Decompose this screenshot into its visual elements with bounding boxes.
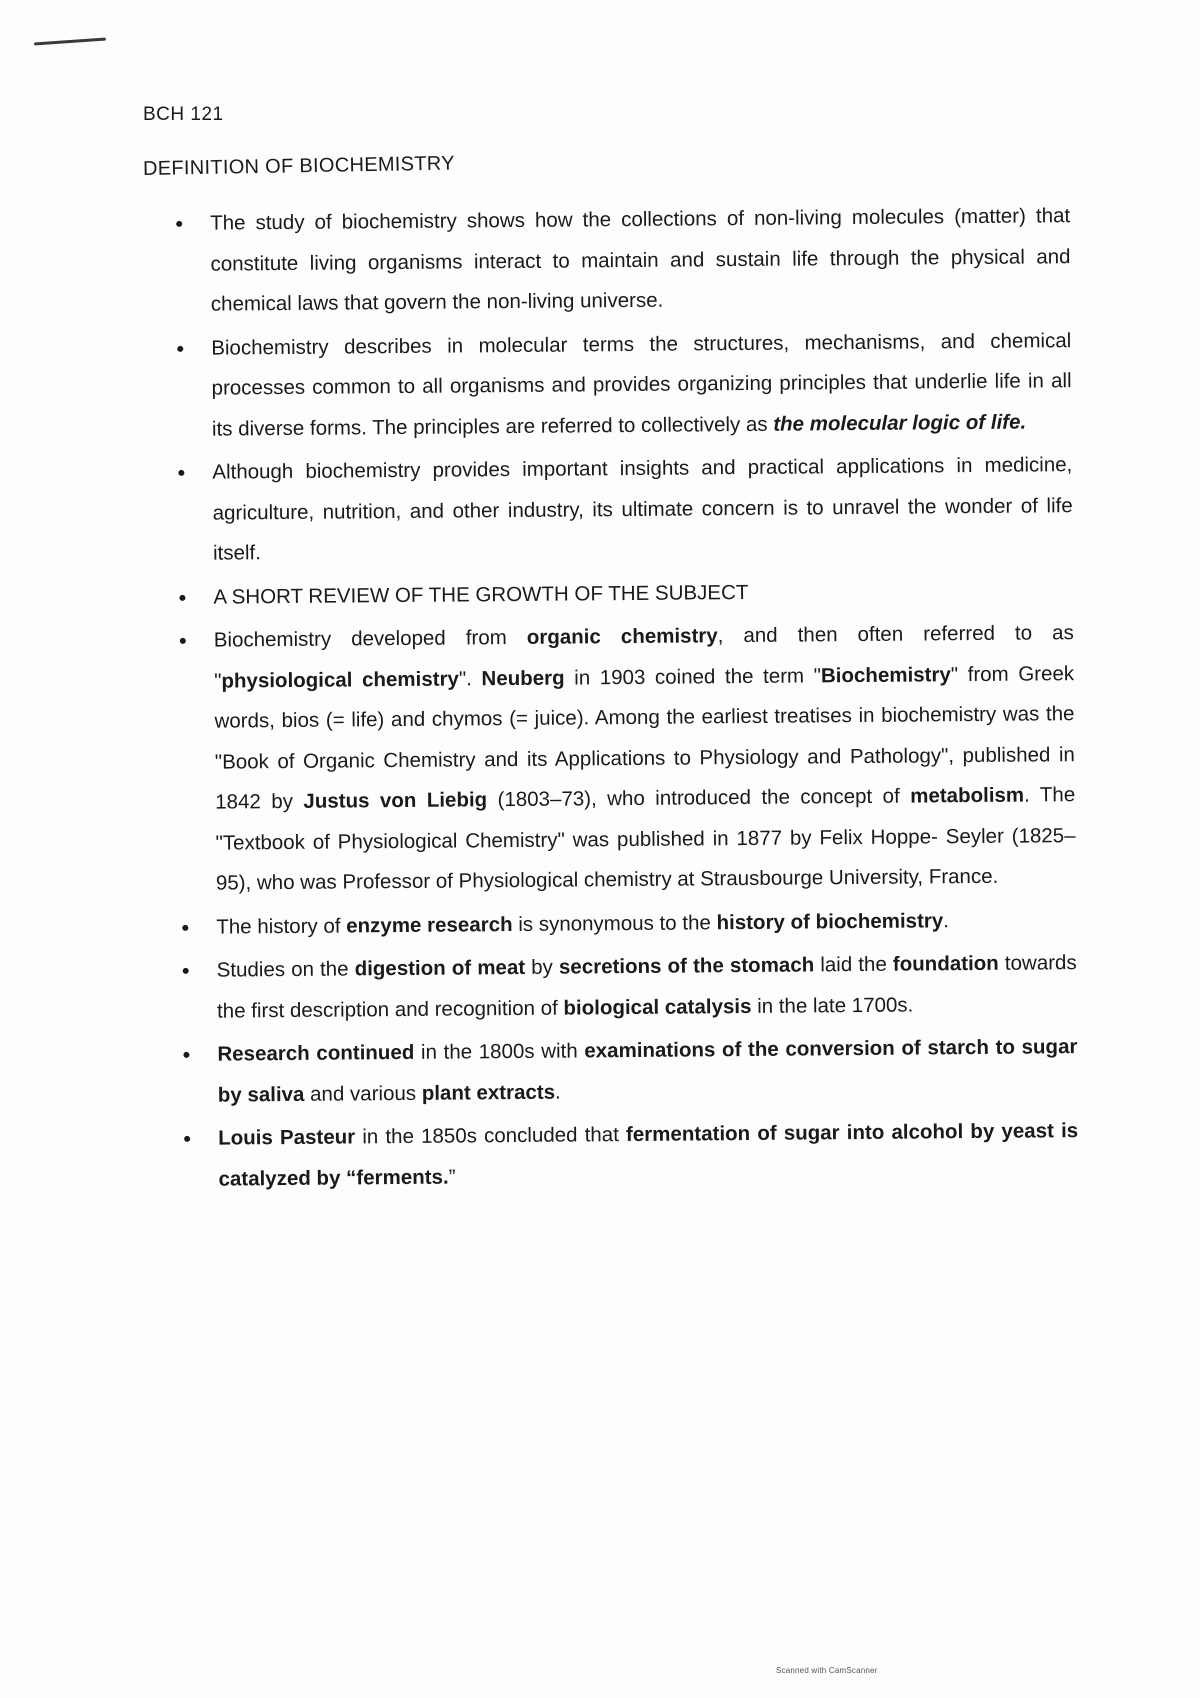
bold-text: plant extracts [421,1080,556,1105]
body-text: Although biochemistry provides important insights and practical applications in medicine, agriculture, nutrition, and other industry, its ultimate concern is to unravel the wonder of life itself. [212,453,1073,565]
bullet-item [170,196,1071,325]
bold-italic-text: the molecular logic of life. [773,410,1027,436]
bold-text: biological catalysis [563,994,752,1020]
bullet-list [170,196,1079,1200]
bullet-dot-icon [184,1136,190,1142]
body-text: The study of biochemistry shows how the collections of non-living molecules (matter) that constitute living organisms interact to maintain and sustain life through the physical and chemical laws that govern the non-living universe. [210,204,1071,316]
bullet-dot-icon [182,924,188,930]
body-text: towards the first description and recognition of [216,951,1077,1023]
body-text: The history of [216,913,347,939]
document-body [170,196,1079,1203]
bold-text: foundation [892,951,999,976]
body-text: and various [304,1081,422,1106]
bullet-dot-icon [183,968,189,974]
body-text: . [554,1080,561,1104]
bullet-dot-icon [180,638,186,644]
bold-text: organic chemistry [526,624,718,649]
bullet-item [176,900,1076,948]
body-text: Studies on the [216,957,355,982]
body-text: A SHORT REVIEW OF THE GROWTH OF THE SUBJECT [213,580,749,609]
body-text: by [525,955,560,979]
course-code: BCH 121 [143,104,224,125]
bold-text: secretions of the stomach [558,953,815,979]
body-text: " from Greek words, bios (= life) and chymos (= juice). Among the earliest treatises in biochemistry was the "Book of Organic Chemistry and its Applications to Physiology and Pathology", published in 1842 by [214,661,1075,814]
bullet-dot-icon [177,345,183,351]
body-text: , and then often referred to as " [214,621,1074,693]
body-text: is synonymous to the [512,910,717,936]
body-text: in 1903 coined the term " [564,663,822,690]
body-text: in the 1800s with [414,1039,585,1064]
bold-text: fermentation of sugar into alcohol by yeast is catalyzed by “ferments. [218,1119,1079,1191]
bullet-item [177,1027,1078,1116]
body-text: laid the [814,952,893,977]
bold-text: history of biochemistry [716,908,944,934]
body-text: Biochemistry developed from [213,625,527,652]
body-text: ". [458,666,482,690]
bold-text: Louis Pasteur [218,1125,356,1150]
body-text: (1803–73), who introduced the concept of [487,784,911,812]
body-text: . [943,908,950,932]
bullet-item [177,943,1078,1032]
bullet-item [171,321,1072,450]
body-text: . The "Textbook of Physiological Chemistry" was published in 1877 by Felix Hoppe- Seyler (1825–95), who was Professor of Physiological chemistry at Strausbourge University, France. [215,783,1076,895]
bullet-item [173,570,1073,618]
bullet-dot-icon [179,594,185,600]
section-title: DEFINITION OF BIOCHEMISTRY [142,152,456,180]
bullet-item [172,445,1073,574]
bullet-dot-icon [183,1052,189,1058]
bullet-item [174,613,1076,904]
body-text: in the 1850s concluded that [355,1123,627,1149]
bold-text: examinations of the conversion of starch to sugar by saliva [217,1035,1078,1107]
scanner-watermark: Scanned with CamScanner [776,1666,878,1675]
bullet-dot-icon [178,470,184,476]
bold-text: Neuberg [481,666,565,690]
body-text: ” [448,1165,456,1189]
bold-text: Research continued [217,1040,415,1066]
bullet-dot-icon [176,221,182,227]
bold-text: Justus von Liebig [303,788,488,813]
bold-text: physiological chemistry [221,666,459,693]
pen-mark [34,37,106,45]
bold-text: digestion of meat [354,955,526,981]
bold-text: metabolism [910,783,1025,808]
body-text: in the late 1700s. [751,993,914,1018]
bold-text: Biochemistry [820,662,951,687]
body-text: Biochemistry describes in molecular terms the structures, mechanisms, and chemical processes common to all organisms and provides organizing principles that underlie life in all its diverse forms. The principles are referred to collectively as [211,328,1072,441]
bullet-item [178,1111,1079,1200]
bold-text: enzyme research [346,912,513,937]
